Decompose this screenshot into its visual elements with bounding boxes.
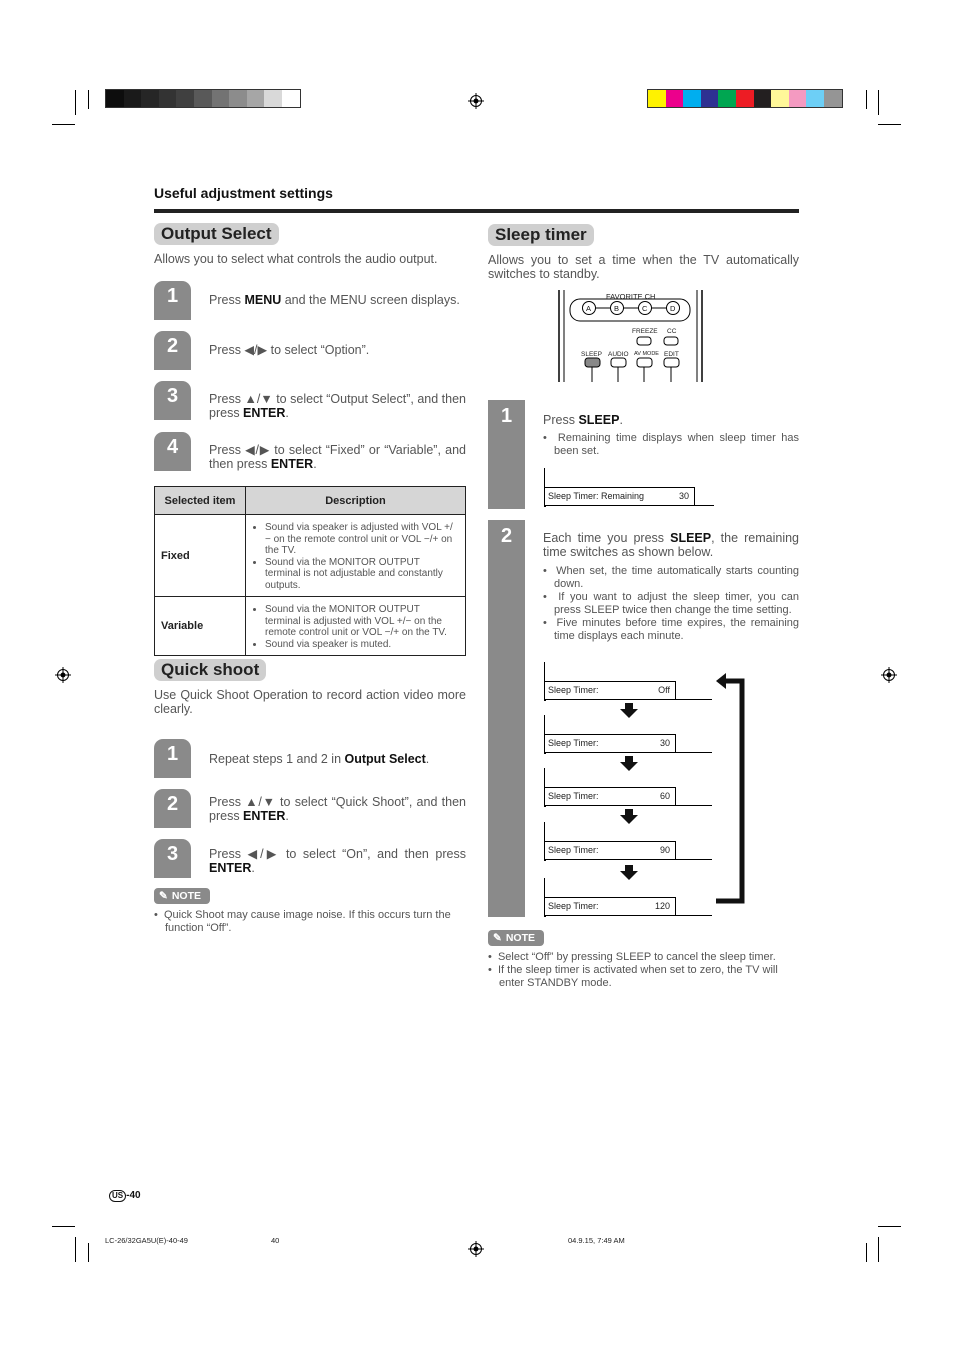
header-rule — [154, 209, 799, 213]
remote-control-illustration — [558, 290, 704, 382]
color-swatch — [701, 90, 719, 107]
table-row — [155, 515, 466, 597]
step-text: Press ▲/▼ to select “Quick Shoot”, and then press ENTER. — [209, 795, 466, 823]
note-badge: ✎ NOTE — [154, 888, 210, 904]
color-swatch — [247, 90, 265, 107]
color-swatch — [176, 90, 194, 107]
registration-mark-icon — [468, 93, 484, 109]
step-bullets: • Remaining time displays when sleep timer has been set. — [543, 432, 799, 457]
step-number: 1 — [154, 739, 191, 778]
color-bar — [647, 89, 843, 108]
step-number: 3 — [154, 381, 191, 420]
region-badge: US — [109, 1190, 126, 1202]
registration-mark-icon — [881, 667, 897, 683]
registration-mark-icon — [55, 667, 71, 683]
step-text: Press ◀/▶ to select “Option”. — [209, 343, 370, 357]
color-swatch — [666, 90, 684, 107]
sleep-timer-remaining-display: Sleep Timer: Remaining 30 — [544, 468, 714, 488]
step-text: Repeat steps 1 and 2 in Output Select. — [209, 752, 430, 766]
step-text: Press ◀/▶ to select “Fixed” or “Variable”, and then press ENTER. — [209, 443, 466, 471]
table-header: Description — [246, 487, 466, 515]
remote-button-label: CC — [667, 328, 677, 335]
page-number: US -40 — [109, 1190, 141, 1202]
sleep-timer-display: Sleep Timer: 30 — [544, 715, 712, 735]
step-number: 2 — [154, 331, 191, 370]
remote-button-label: A — [586, 304, 592, 313]
step-number: 4 — [154, 432, 191, 471]
step-number: 2 — [500, 525, 513, 547]
color-swatch — [648, 90, 666, 107]
list-item: • Sound via speaker is muted. — [265, 639, 458, 651]
color-swatch — [789, 90, 807, 107]
output-select-title: Output Select — [154, 223, 279, 245]
remote-button-label: SLEEP — [581, 351, 602, 358]
color-swatch — [212, 90, 230, 107]
list-item: • Sound via the MONITOR OUTPUT terminal is adjusted with VOL +/− on the remote control unit or VOL −/+ on the TV. — [265, 604, 458, 639]
pencil-icon: ✎ — [159, 890, 168, 902]
table-header: Selected item — [155, 487, 246, 515]
step-bullets: • When set, the time automatically starts counting down. • If you want to adjust the sleep timer, you can press SLEEP twice then change the time setting. • Five minutes before time expires, the remaining time displays each minute. — [543, 565, 799, 642]
sleep-timer-display: Sleep Timer: 90 — [544, 822, 712, 842]
registration-mark-icon — [468, 1241, 484, 1257]
remote-button-label: FREEZE — [632, 328, 658, 335]
color-swatch — [683, 90, 701, 107]
color-swatch — [106, 90, 124, 107]
footer-date: 04.9.15, 7:49 AM — [568, 1236, 625, 1245]
remote-button-label: EDIT — [664, 351, 679, 358]
step-text: Press MENU and the MENU screen displays. — [209, 293, 460, 307]
table-row — [155, 597, 466, 656]
footer-sheet: 40 — [271, 1236, 280, 1245]
step-number: 1 — [154, 281, 191, 320]
list-item: • Sound via the MONITOR OUTPUT terminal is not adjustable and constantly outputs. — [265, 557, 458, 592]
color-swatch — [124, 90, 142, 107]
sleep-timer-title: Sleep timer — [488, 224, 594, 246]
remote-favorite-label: FAVORITE CH — [606, 292, 656, 301]
step-number: 3 — [154, 839, 191, 878]
color-swatch — [718, 90, 736, 107]
section-heading: Useful adjustment settings — [154, 185, 333, 201]
color-swatch — [159, 90, 177, 107]
loop-back-arrow-icon — [712, 672, 748, 906]
remote-button-label: C — [642, 304, 648, 313]
color-swatch — [736, 90, 754, 107]
note-badge: ✎ NOTE — [488, 930, 544, 946]
step-text: Press ◀/▶ to select “On”, and then press ENTER. — [209, 847, 466, 875]
color-swatch — [194, 90, 212, 107]
remote-button-label: AV MODE — [634, 351, 659, 357]
sleep-timer-display: Sleep Timer: 60 — [544, 768, 712, 788]
footer-file: LC-26/32GA5U(E)-40-49 — [105, 1236, 188, 1245]
step-text: Press SLEEP. — [543, 413, 623, 427]
table-desc-cell — [246, 597, 466, 656]
color-swatch — [282, 90, 300, 107]
sleep-timer-display: Sleep Timer: 120 — [544, 878, 712, 898]
remote-button-label: B — [614, 304, 620, 313]
color-swatch — [771, 90, 789, 107]
quick-shoot-title: Quick shoot — [154, 659, 266, 681]
gray-scale-bar — [105, 89, 301, 108]
color-swatch — [141, 90, 159, 107]
step-text: Each time you press SLEEP, the remaining time switches as shown below. — [543, 531, 800, 559]
color-swatch — [264, 90, 282, 107]
step-number: 2 — [154, 789, 191, 828]
table-item-cell: Variable — [155, 597, 246, 656]
quick-shoot-intro: Use Quick Shoot Operation to record action video more clearly. — [154, 688, 466, 716]
color-swatch — [824, 90, 842, 107]
sleep-timer-display: Sleep Timer: Off — [544, 662, 712, 682]
table-item-cell: Fixed — [155, 515, 246, 597]
note-text: • Select “Off” by pressing SLEEP to cancel the sleep timer. • If the sleep timer is activated when set to zero, the TV will enter STANDBY mode. — [488, 951, 778, 989]
note-text: • Quick Shoot may cause image noise. If this occurs turn the function “Off”. — [154, 909, 451, 934]
remote-button-label: AUDIO — [608, 351, 629, 358]
color-swatch — [806, 90, 824, 107]
color-swatch — [754, 90, 772, 107]
color-swatch — [229, 90, 247, 107]
step-number: 1 — [500, 405, 513, 427]
sleep-timer-intro: Allows you to set a time when the TV automatically switches to standby. — [488, 253, 799, 281]
step-bar — [488, 520, 525, 917]
list-item: • Sound via speaker is adjusted with VOL +/− on the remote control unit or VOL −/+ on the TV. — [265, 522, 458, 557]
table-desc-cell — [246, 515, 466, 597]
remote-button-label: D — [670, 304, 676, 313]
output-select-intro: Allows you to select what controls the audio output. — [154, 252, 438, 266]
step-text: Press ▲/▼ to select “Output Select”, and then press ENTER. — [209, 392, 466, 420]
pencil-icon: ✎ — [493, 932, 502, 944]
output-select-table — [154, 486, 466, 656]
